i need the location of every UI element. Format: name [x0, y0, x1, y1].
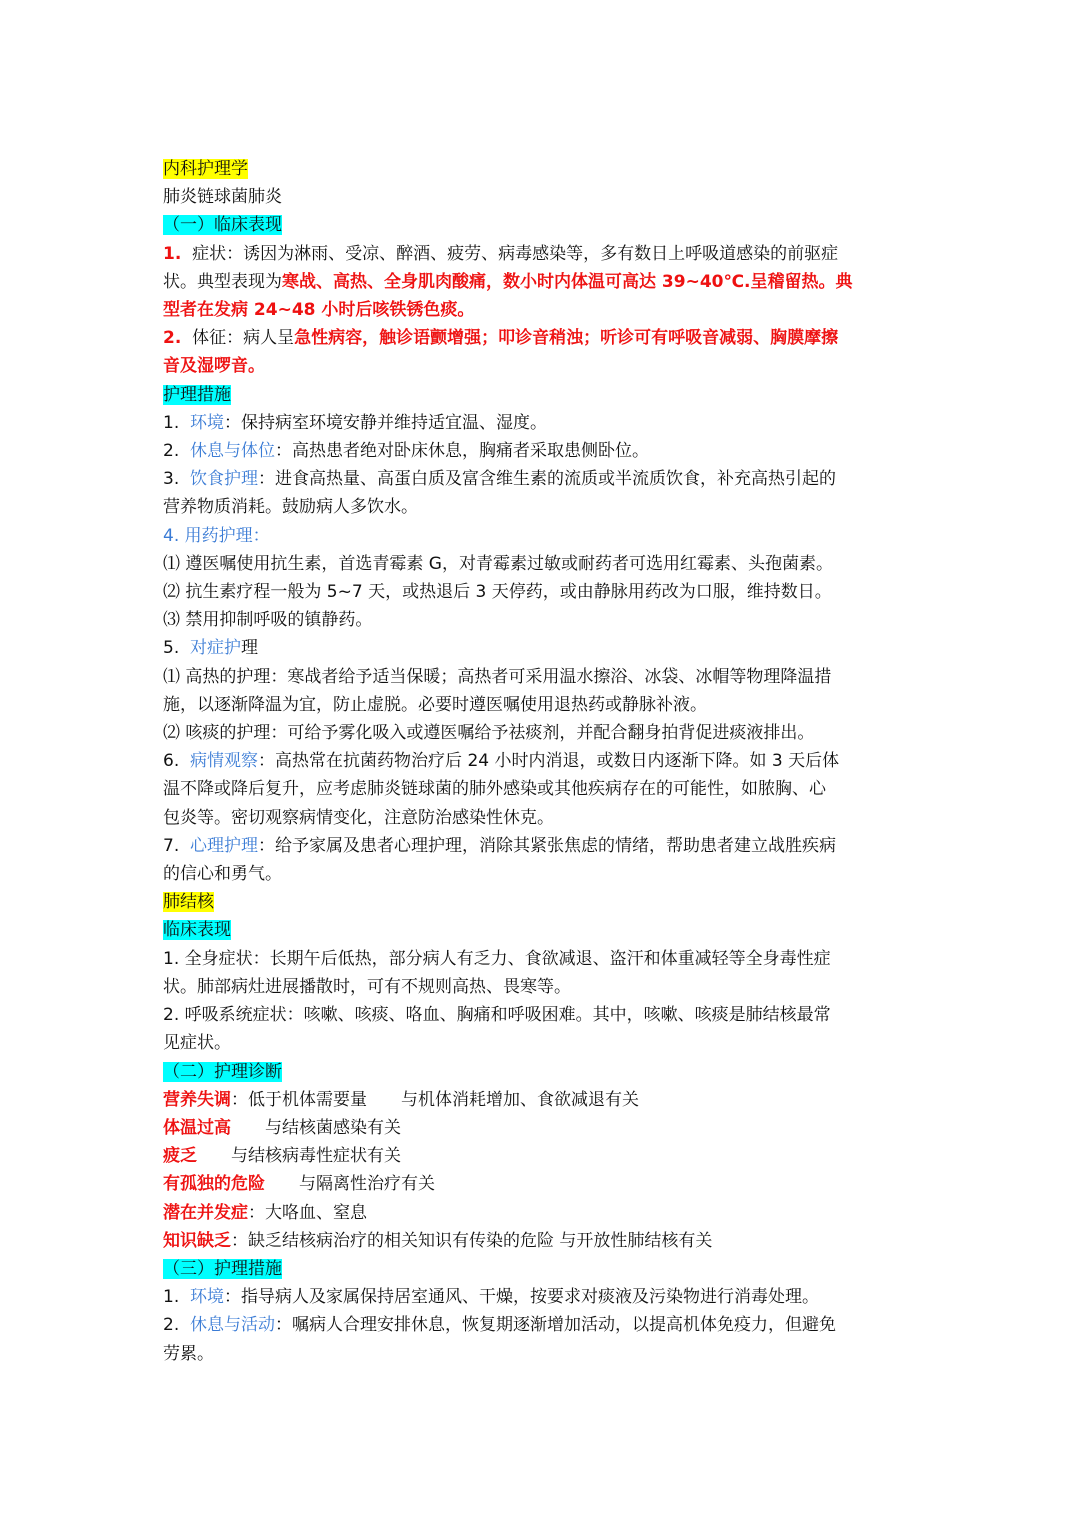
nursing-item-3: 3. 饮食护理：进食高热量、高蛋白质及富含维生素的流质或半流质饮食，补充高热引起的: [163, 469, 837, 490]
symptom-line-3: 型者在发病 24~48 小时后咳铁锈色痰。: [163, 300, 475, 321]
tb-clinical-1b: 状。肺部病灶进展播散时，可有不规则高热、畏寒等。: [163, 976, 571, 997]
symptom-line-2: 状。典型表现为寒战、高热、全身肌肉酸痛，数小时内体温可高达 39~40℃.呈稽留热。典: [163, 271, 853, 292]
measure-2-cont: 劳累。: [163, 1343, 214, 1364]
sign-line-1: 2. 体征：病人呈急性病容，触诊语颤增强；叩诊音稍浊；听诊可有呼吸音减弱、胸膜摩擦: [163, 328, 839, 349]
nursing-item-6-cont-1: 温不降或降后复升，应考虑肺炎链球菌的肺外感染或其他疾病存在的可能性，如脓胸、心: [163, 779, 826, 800]
tb-clinical-2b: 见症状。: [163, 1033, 231, 1054]
medication-3: ⑶ 禁用抑制呼吸的镇静药。: [163, 610, 373, 631]
diagnosis-2: 体温过高 与结核菌感染有关: [163, 1117, 401, 1138]
diagnosis-4: 有孤独的危险 与隔离性治疗有关: [163, 1174, 435, 1195]
diagnosis-1: 营养失调：低于机体需要量 与机体消耗增加、食欲减退有关: [163, 1089, 639, 1110]
nursing-item-6: 6. 病情观察：高热常在抗菌药物治疗后 24 小时内消退，或数日内逐渐下降。如 3 天后体: [163, 751, 840, 772]
nursing-item-6-cont-2: 包炎等。密切观察病情变化，注意防治感染性休克。: [163, 807, 554, 828]
tb-clinical-2a: 2. 呼吸系统症状：咳嗽、咳痰、咯血、胸痛和呼吸困难。其中，咳嗽、咳痰是肺结核最常: [163, 1005, 831, 1026]
symptomatic-1b: 施，以逐渐降温为宜，防止虚脱。必要时遵医嘱使用退热药或静脉补液。: [163, 694, 707, 715]
heading-diagnosis: （二）护理诊断: [163, 1061, 282, 1082]
symptom-line-1: 1. 症状：诱因为淋雨、受凉、醉酒、疲劳、病毒感染等，多有数日上呼吸道感染的前驱症: [163, 243, 839, 264]
heading-measures: （三）护理措施: [163, 1258, 282, 1279]
sign-line-2: 音及湿啰音。: [163, 356, 265, 377]
nursing-item-7: 7. 心理护理：给予家属及患者心理护理，消除其紧张焦虑的情绪，帮助患者建立战胜疾病: [163, 835, 837, 856]
measure-1: 1. 环境：指导病人及家属保持居室通风、干燥，按要求对痰液及污染物进行消毒处理。: [163, 1287, 820, 1308]
subtitle: 肺炎链球菌肺炎: [163, 187, 282, 208]
document-page: [163, 155, 923, 1368]
heading-tb-clinical: 临床表现: [163, 920, 231, 941]
measure-2: 2. 休息与活动：嘱病人合理安排休息，恢复期逐渐增加活动，以提高机体免疫力，但避免: [163, 1315, 837, 1336]
heading-nursing: 护理措施: [163, 384, 231, 405]
diagnosis-6: 知识缺乏：缺乏结核病治疗的相关知识有传染的危险 与开放性肺结核有关: [163, 1230, 713, 1251]
doc-title: 内科护理学: [163, 159, 248, 179]
section-title-tb: 肺结核: [163, 892, 214, 913]
diagnosis-3: 疲乏 与结核病毒性症状有关: [163, 1146, 401, 1167]
medication-2: ⑵ 抗生素疗程一般为 5~7 天，或热退后 3 天停药，或由静脉用药改为口服，维持数日。: [163, 582, 832, 603]
diagnosis-5: 潜在并发症：大咯血、窒息: [163, 1202, 367, 1223]
nursing-item-3-cont: 营养物质消耗。鼓励病人多饮水。: [163, 497, 418, 518]
symptomatic-2: ⑵ 咳痰的护理：可给予雾化吸入或遵医嘱给予祛痰剂，并配合翻身拍背促进痰液排出。: [163, 723, 815, 744]
heading-clinical: （一）临床表现: [163, 215, 282, 236]
nursing-item-1: 1. 环境：保持病室环境安静并维持适宜温、湿度。: [163, 412, 548, 433]
tb-clinical-1a: 1. 全身症状：长期午后低热，部分病人有乏力、食欲减退、盗汗和体重减轻等全身毒性症: [163, 948, 831, 969]
nursing-item-4: 4. 用药护理：: [163, 525, 270, 546]
nursing-item-2: 2. 休息与体位：高热患者绝对卧床休息，胸痛者采取患侧卧位。: [163, 441, 650, 462]
nursing-item-5: 5. 对症护理: [163, 638, 259, 659]
medication-1: ⑴ 遵医嘱使用抗生素，首选青霉素 G，对青霉素过敏或耐药者可选用红霉素、头孢菌素。: [163, 553, 833, 574]
symptomatic-1a: ⑴ 高热的护理：寒战者给予适当保暖；高热者可采用温水擦浴、冰袋、冰帽等物理降温措: [163, 666, 832, 687]
nursing-item-7-cont: 的信心和勇气。: [163, 864, 282, 885]
